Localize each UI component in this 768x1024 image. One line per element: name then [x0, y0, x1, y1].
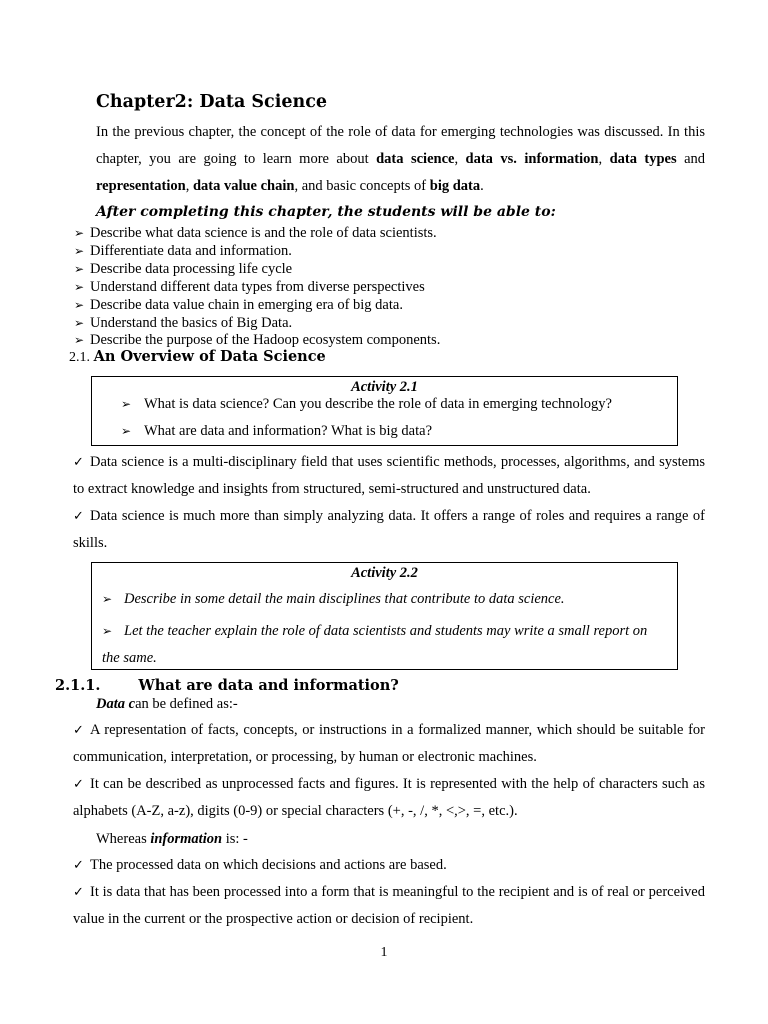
arrow-bullet-icon: ➢	[74, 280, 85, 294]
checkmark-icon: ✓	[73, 509, 84, 524]
activity-2-2-box	[91, 562, 678, 670]
checkmark-icon: ✓	[73, 723, 84, 738]
arrow-bullet-icon: ➢	[74, 244, 85, 258]
data-point: ✓ It can be described as unprocessed facts and figures. It is represented with the help of characters such as alphabets (A-Z, a-z), digits (0-9) or special characters (+, -, /, *, <,>, =, etc.).	[73, 771, 705, 825]
overview-point: ✓ Data science is much more than simply analyzing data. It offers a range of roles and requires a range of skills.	[73, 503, 705, 557]
arrow-bullet-icon: ➢	[121, 424, 132, 438]
section-heading-2-1-1: 2.1.1. What are data and information?	[55, 677, 399, 694]
arrow-bullet-icon: ➢	[74, 333, 85, 347]
checkmark-icon: ✓	[73, 777, 84, 792]
arrow-bullet-icon: ➢	[74, 262, 85, 276]
objective-item: ➢ Understand different data types from diverse perspectives	[74, 279, 425, 295]
objective-item: ➢ Differentiate data and information.	[74, 243, 292, 259]
arrow-bullet-icon: ➢	[102, 592, 113, 606]
activity-item: ➢ What are data and information? What is big data?	[121, 423, 433, 439]
checkmark-icon: ✓	[73, 455, 84, 470]
activity-item: ➢ Describe in some detail the main disciplines that contribute to data science.	[102, 591, 565, 607]
checkmark-icon: ✓	[73, 885, 84, 900]
objective-item: ➢ Describe what data science is and the role of data scientists.	[74, 225, 437, 241]
arrow-bullet-icon: ➢	[74, 298, 85, 312]
objective-item: ➢ Describe the purpose of the Hadoop ecosystem components.	[74, 332, 441, 348]
info-point: ✓ The processed data on which decisions and actions are based.	[73, 852, 705, 879]
overview-point: ✓ Data science is a multi-disciplinary field that uses scientific methods, processes, algorithms, and systems to extract knowledge and insights from structured, semi-structured and unstructured data.	[73, 449, 705, 503]
arrow-bullet-icon: ➢	[74, 226, 85, 240]
objective-item: ➢ Understand the basics of Big Data.	[74, 315, 293, 331]
activity-item: ➢ Let the teacher explain the role of data scientists and students may write a small report on the same.	[102, 618, 652, 672]
info-point: ✓ It is data that has been processed into a form that is meaningful to the recipient and is of real or perceived value in the current or the prospective action or decision of recipient.	[73, 879, 705, 933]
arrow-bullet-icon: ➢	[74, 316, 85, 330]
arrow-bullet-icon: ➢	[121, 397, 132, 411]
information-definition-intro: Whereas information is: -	[96, 831, 248, 847]
intro-paragraph: In the previous chapter, the concept of the role of data for emerging technologies was discussed. In this chapter, you are going to learn more about data science, data vs. information, data types and representation, data value chain, and basic concepts of big data.	[96, 124, 706, 194]
data-definition-intro: Data can be defined as:-	[96, 696, 238, 712]
activity-title: Activity 2.2	[351, 565, 418, 581]
activity-2-1-box	[91, 376, 678, 446]
activity-item: ➢ What is data science? Can you describe the role of data in emerging technology?	[121, 396, 612, 412]
activity-title: Activity 2.1	[351, 379, 418, 395]
arrow-bullet-icon: ➢	[102, 624, 113, 638]
objective-item: ➢ Describe data processing life cycle	[74, 261, 293, 277]
data-point: ✓ A representation of facts, concepts, or instructions in a formalized manner, which should be suitable for communication, interpretation, or processing, by human or electronic machines.	[73, 717, 705, 771]
chapter-title: Chapter2: Data Science	[96, 92, 328, 112]
page-number: 1	[380, 945, 388, 960]
checkmark-icon: ✓	[73, 858, 84, 873]
objective-item: ➢ Describe data value chain in emerging era of big data.	[74, 297, 403, 313]
section-heading-2-1: 2.1. An Overview of Data Science	[69, 348, 326, 365]
objectives-heading: After completing this chapter, the students will be able to:	[96, 204, 556, 220]
